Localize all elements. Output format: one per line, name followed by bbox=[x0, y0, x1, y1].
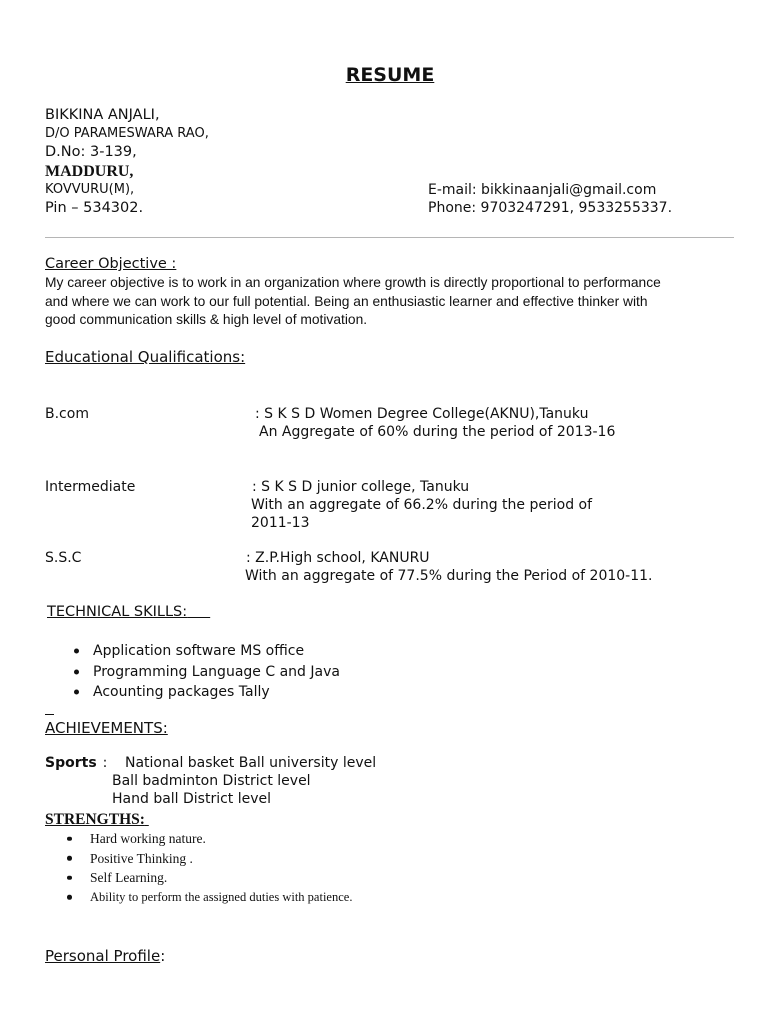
bullet-icon bbox=[74, 690, 79, 695]
bullet-icon bbox=[67, 895, 72, 900]
achievements-heading: ACHIEVEMENTS: bbox=[45, 719, 168, 737]
career-objective-heading: Career Objective : bbox=[45, 256, 177, 272]
bullet-icon bbox=[74, 669, 79, 674]
parent-name: D/O PARAMESWARA RAO, bbox=[45, 126, 209, 141]
strengths-heading bbox=[45, 811, 149, 829]
achievement-item: National basket Ball university level bbox=[125, 755, 377, 771]
edu-institution-bcom: : S K S D Women Degree College(AKNU),Tanuku bbox=[255, 406, 589, 422]
strengths-list bbox=[45, 829, 352, 907]
edu-institution-ssc: : Z.P.High school, KANURU bbox=[246, 550, 430, 566]
education-heading: Educational Qualifications: bbox=[45, 348, 246, 366]
header-divider bbox=[45, 237, 734, 238]
bullet-icon bbox=[67, 837, 72, 842]
stray-underline bbox=[45, 714, 54, 715]
edu-aggregate-inter: With an aggregate of 66.2% during the period of bbox=[251, 497, 593, 513]
bullet-icon bbox=[67, 876, 72, 881]
edu-aggregate-bcom: An Aggregate of 60% during the period of 2013-16 bbox=[259, 424, 616, 440]
edu-degree-bcom: B.com bbox=[45, 406, 89, 422]
bullet-icon bbox=[74, 649, 79, 654]
list-item bbox=[45, 849, 352, 869]
objective-line: My career objective is to work in an organization where growth is directly proportional to performance bbox=[45, 275, 661, 290]
achievement-item: Ball badminton District level bbox=[112, 773, 311, 789]
sports-line bbox=[45, 755, 107, 771]
list-item bbox=[45, 641, 340, 662]
sports-label: Sports bbox=[45, 755, 97, 771]
pin-code bbox=[45, 200, 143, 216]
edu-degree-ssc: S.S.C bbox=[45, 550, 82, 566]
skill-text: Acounting packages Tally bbox=[93, 684, 270, 700]
bullet-icon bbox=[67, 856, 72, 861]
technical-skills-label: TECHNICAL SKILLS: bbox=[47, 604, 188, 620]
objective-line: good communication skills & high level of motivation. bbox=[45, 312, 368, 327]
technical-skills-list bbox=[45, 641, 340, 703]
village: MADDURU, bbox=[45, 163, 134, 180]
achievement-item: Hand ball District level bbox=[112, 791, 272, 807]
strength-text: Positive Thinking . bbox=[90, 850, 193, 866]
personal-profile-heading bbox=[45, 947, 165, 965]
objective-line: and where we can work to our full potential. Being an enthusiastic learner and effective thinker with bbox=[45, 293, 648, 309]
edu-aggregate-ssc: With an aggregate of 77.5% during the Period of 2010-11. bbox=[245, 568, 653, 584]
resume-title: RESUME bbox=[345, 64, 435, 86]
email: E-mail: bikkinaanjali@gmail.com bbox=[428, 182, 657, 198]
phone: Phone: 9703247291, 9533255337. bbox=[428, 200, 673, 216]
edu-institution-inter: : S K S D junior college, Tanuku bbox=[252, 479, 470, 495]
pin-label: Pin – bbox=[45, 200, 84, 216]
pin-end: . bbox=[138, 200, 144, 216]
list-item bbox=[45, 868, 352, 888]
door-number: D.No: 3-139, bbox=[45, 144, 137, 160]
list-item bbox=[45, 888, 352, 908]
strength-text: Hard working nature. bbox=[90, 831, 206, 846]
mandal: KOVVURU(M), bbox=[45, 182, 135, 197]
pin-value: 534302 bbox=[83, 200, 139, 216]
skill-text: Application software MS office bbox=[93, 643, 305, 659]
sports-separator: : bbox=[102, 755, 108, 771]
candidate-name: BIKKINA ANJALI, bbox=[45, 107, 160, 123]
strength-text: Ability to perform the assigned duties with patience. bbox=[90, 889, 353, 904]
personal-profile-colon: : bbox=[160, 947, 166, 965]
list-item bbox=[45, 682, 340, 703]
career-objective-text bbox=[45, 274, 735, 330]
technical-skills-heading bbox=[47, 604, 210, 620]
skill-text: Programming Language C and Java bbox=[93, 663, 340, 680]
edu-period-inter: 2011-13 bbox=[251, 515, 310, 531]
personal-profile-label: Personal Profile bbox=[45, 947, 161, 965]
list-item bbox=[45, 829, 352, 849]
strength-text: Self Learning. bbox=[90, 870, 168, 885]
strengths-label: STRENGTHS: bbox=[45, 811, 145, 828]
edu-degree-inter: Intermediate bbox=[45, 479, 136, 495]
list-item bbox=[45, 662, 340, 683]
